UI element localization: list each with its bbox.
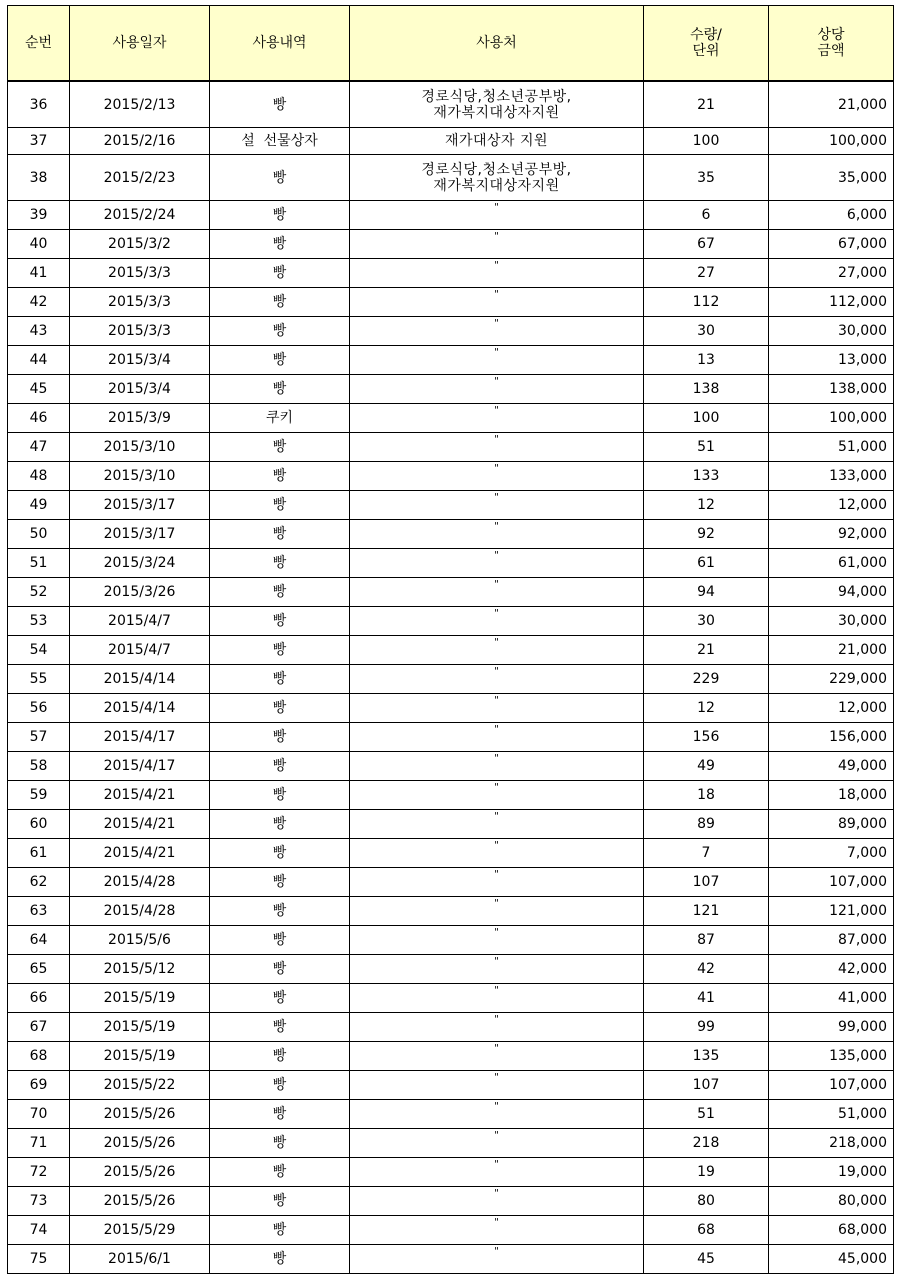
table-row <box>8 259 894 288</box>
cell-no: 55 <box>8 665 70 694</box>
cell-place: " <box>350 1158 644 1187</box>
cell-item: 빵 <box>210 984 350 1013</box>
cell-no: 65 <box>8 955 70 984</box>
cell-qty: 35 <box>644 155 769 201</box>
cell-no: 59 <box>8 781 70 810</box>
cell-place: " <box>350 1216 644 1245</box>
cell-item: 빵 <box>210 694 350 723</box>
cell-item: 빵 <box>210 288 350 317</box>
cell-date: 2015/4/17 <box>70 752 210 781</box>
header-item: 사용내역 <box>210 6 350 82</box>
cell-date: 2015/4/21 <box>70 781 210 810</box>
table-row <box>8 462 894 491</box>
table-row <box>8 723 894 752</box>
cell-amount: 92,000 <box>769 520 894 549</box>
header-amount <box>769 6 894 82</box>
cell-item: 빵 <box>210 926 350 955</box>
header-amount-line1: 상당 <box>817 27 845 43</box>
cell-item: 빵 <box>210 897 350 926</box>
cell-date: 2015/4/7 <box>70 636 210 665</box>
cell-date: 2015/2/24 <box>70 201 210 230</box>
cell-date: 2015/5/6 <box>70 926 210 955</box>
header-no: 순번 <box>8 6 70 82</box>
cell-no: 62 <box>8 868 70 897</box>
cell-date: 2015/3/10 <box>70 433 210 462</box>
cell-qty: 107 <box>644 1071 769 1100</box>
table-row <box>8 955 894 984</box>
cell-date: 2015/3/26 <box>70 578 210 607</box>
cell-date: 2015/4/28 <box>70 897 210 926</box>
cell-no: 53 <box>8 607 70 636</box>
cell-no: 49 <box>8 491 70 520</box>
cell-no: 52 <box>8 578 70 607</box>
table-row <box>8 1158 894 1187</box>
header-qty-line1: 수량/ <box>690 27 722 43</box>
cell-place: 경로식당,청소년공부방, 재가복지대상자지원 <box>350 155 644 201</box>
table-row <box>8 375 894 404</box>
cell-place: " <box>350 868 644 897</box>
cell-amount: 12,000 <box>769 694 894 723</box>
cell-qty: 7 <box>644 839 769 868</box>
cell-date: 2015/5/19 <box>70 1042 210 1071</box>
header-date: 사용일자 <box>70 6 210 82</box>
table-row <box>8 868 894 897</box>
cell-date: 2015/4/14 <box>70 665 210 694</box>
cell-date: 2015/3/17 <box>70 520 210 549</box>
cell-date: 2015/5/26 <box>70 1129 210 1158</box>
table-row <box>8 665 894 694</box>
cell-qty: 107 <box>644 868 769 897</box>
cell-amount: 121,000 <box>769 897 894 926</box>
cell-place: " <box>350 1013 644 1042</box>
table-row <box>8 926 894 955</box>
table-row <box>8 201 894 230</box>
cell-place: " <box>350 752 644 781</box>
cell-place: " <box>350 897 644 926</box>
cell-place: " <box>350 839 644 868</box>
cell-item: 빵 <box>210 1245 350 1274</box>
cell-item: 빵 <box>210 317 350 346</box>
table-row <box>8 404 894 433</box>
cell-qty: 112 <box>644 288 769 317</box>
table-row <box>8 288 894 317</box>
cell-item: 빵 <box>210 549 350 578</box>
cell-no: 68 <box>8 1042 70 1071</box>
cell-place: " <box>350 1245 644 1274</box>
cell-no: 64 <box>8 926 70 955</box>
cell-no: 40 <box>8 230 70 259</box>
table-row <box>8 1187 894 1216</box>
cell-date: 2015/5/19 <box>70 984 210 1013</box>
cell-qty: 218 <box>644 1129 769 1158</box>
table-body <box>8 81 894 1274</box>
cell-date: 2015/4/14 <box>70 694 210 723</box>
cell-qty: 229 <box>644 665 769 694</box>
cell-no: 42 <box>8 288 70 317</box>
cell-date: 2015/3/3 <box>70 259 210 288</box>
cell-place: " <box>350 520 644 549</box>
cell-item: 빵 <box>210 665 350 694</box>
cell-qty: 121 <box>644 897 769 926</box>
cell-qty: 138 <box>644 375 769 404</box>
table-row <box>8 1245 894 1274</box>
cell-no: 61 <box>8 839 70 868</box>
cell-amount: 41,000 <box>769 984 894 1013</box>
cell-item: 빵 <box>210 955 350 984</box>
cell-no: 44 <box>8 346 70 375</box>
cell-date: 2015/5/12 <box>70 955 210 984</box>
cell-amount: 80,000 <box>769 1187 894 1216</box>
cell-amount: 18,000 <box>769 781 894 810</box>
cell-qty: 89 <box>644 810 769 839</box>
cell-qty: 99 <box>644 1013 769 1042</box>
usage-table <box>7 5 894 1274</box>
cell-place: " <box>350 230 644 259</box>
cell-place: " <box>350 288 644 317</box>
cell-place: " <box>350 694 644 723</box>
cell-qty: 13 <box>644 346 769 375</box>
header-place: 사용처 <box>350 6 644 82</box>
cell-item: 빵 <box>210 375 350 404</box>
cell-qty: 51 <box>644 1100 769 1129</box>
cell-no: 75 <box>8 1245 70 1274</box>
cell-place: 경로식당,청소년공부방, 재가복지대상자지원 <box>350 81 644 128</box>
cell-no: 36 <box>8 81 70 128</box>
header-row <box>8 6 894 82</box>
cell-no: 45 <box>8 375 70 404</box>
cell-place: " <box>350 636 644 665</box>
cell-no: 67 <box>8 1013 70 1042</box>
cell-place: " <box>350 607 644 636</box>
cell-date: 2015/4/17 <box>70 723 210 752</box>
cell-qty: 42 <box>644 955 769 984</box>
cell-place: " <box>350 1071 644 1100</box>
table-row <box>8 346 894 375</box>
cell-item: 빵 <box>210 810 350 839</box>
cell-amount: 30,000 <box>769 607 894 636</box>
cell-qty: 100 <box>644 128 769 155</box>
cell-date: 2015/2/13 <box>70 81 210 128</box>
cell-date: 2015/3/2 <box>70 230 210 259</box>
cell-qty: 21 <box>644 81 769 128</box>
cell-qty: 67 <box>644 230 769 259</box>
cell-amount: 30,000 <box>769 317 894 346</box>
cell-amount: 61,000 <box>769 549 894 578</box>
cell-date: 2015/2/23 <box>70 155 210 201</box>
cell-item: 빵 <box>210 1158 350 1187</box>
cell-item: 빵 <box>210 1129 350 1158</box>
cell-place: " <box>350 491 644 520</box>
cell-qty: 61 <box>644 549 769 578</box>
cell-item: 빵 <box>210 491 350 520</box>
cell-place: " <box>350 462 644 491</box>
table-row <box>8 607 894 636</box>
cell-date: 2015/4/7 <box>70 607 210 636</box>
cell-item: 설 선물상자 <box>210 128 350 155</box>
cell-qty: 87 <box>644 926 769 955</box>
cell-date: 2015/5/19 <box>70 1013 210 1042</box>
cell-amount: 87,000 <box>769 926 894 955</box>
cell-qty: 51 <box>644 433 769 462</box>
cell-item: 빵 <box>210 230 350 259</box>
cell-no: 70 <box>8 1100 70 1129</box>
cell-item: 빵 <box>210 462 350 491</box>
table-row <box>8 636 894 665</box>
cell-no: 50 <box>8 520 70 549</box>
cell-no: 71 <box>8 1129 70 1158</box>
cell-amount: 19,000 <box>769 1158 894 1187</box>
cell-amount: 45,000 <box>769 1245 894 1274</box>
cell-place: " <box>350 984 644 1013</box>
cell-date: 2015/5/29 <box>70 1216 210 1245</box>
cell-amount: 67,000 <box>769 230 894 259</box>
cell-amount: 112,000 <box>769 288 894 317</box>
cell-date: 2015/3/24 <box>70 549 210 578</box>
cell-item: 빵 <box>210 578 350 607</box>
cell-no: 72 <box>8 1158 70 1187</box>
cell-amount: 51,000 <box>769 433 894 462</box>
cell-place: " <box>350 433 644 462</box>
cell-qty: 45 <box>644 1245 769 1274</box>
cell-qty: 27 <box>644 259 769 288</box>
cell-amount: 35,000 <box>769 155 894 201</box>
cell-item: 빵 <box>210 520 350 549</box>
cell-date: 2015/3/4 <box>70 346 210 375</box>
table-row <box>8 781 894 810</box>
cell-amount: 6,000 <box>769 201 894 230</box>
cell-qty: 6 <box>644 201 769 230</box>
cell-amount: 133,000 <box>769 462 894 491</box>
cell-qty: 156 <box>644 723 769 752</box>
cell-qty: 135 <box>644 1042 769 1071</box>
cell-no: 41 <box>8 259 70 288</box>
cell-amount: 21,000 <box>769 81 894 128</box>
cell-qty: 68 <box>644 1216 769 1245</box>
cell-amount: 7,000 <box>769 839 894 868</box>
cell-item: 빵 <box>210 636 350 665</box>
cell-qty: 21 <box>644 636 769 665</box>
cell-date: 2015/3/3 <box>70 288 210 317</box>
cell-item: 빵 <box>210 1013 350 1042</box>
table-row <box>8 81 894 128</box>
table-row <box>8 230 894 259</box>
cell-amount: 100,000 <box>769 128 894 155</box>
cell-item: 빵 <box>210 607 350 636</box>
table-row <box>8 839 894 868</box>
cell-item: 빵 <box>210 1187 350 1216</box>
cell-item: 빵 <box>210 1216 350 1245</box>
cell-item: 빵 <box>210 155 350 201</box>
table-row <box>8 578 894 607</box>
cell-no: 57 <box>8 723 70 752</box>
cell-no: 39 <box>8 201 70 230</box>
cell-place: " <box>350 1042 644 1071</box>
cell-place: " <box>350 578 644 607</box>
cell-qty: 41 <box>644 984 769 1013</box>
cell-place: " <box>350 781 644 810</box>
cell-amount: 68,000 <box>769 1216 894 1245</box>
cell-amount: 100,000 <box>769 404 894 433</box>
cell-amount: 229,000 <box>769 665 894 694</box>
table-row <box>8 491 894 520</box>
cell-no: 51 <box>8 549 70 578</box>
cell-item: 빵 <box>210 781 350 810</box>
cell-qty: 12 <box>644 491 769 520</box>
cell-place: " <box>350 259 644 288</box>
cell-item: 빵 <box>210 1042 350 1071</box>
cell-place: " <box>350 404 644 433</box>
cell-no: 74 <box>8 1216 70 1245</box>
table-row <box>8 317 894 346</box>
cell-item: 빵 <box>210 1100 350 1129</box>
cell-date: 2015/6/1 <box>70 1245 210 1274</box>
cell-item: 빵 <box>210 1071 350 1100</box>
cell-no: 63 <box>8 897 70 926</box>
cell-amount: 13,000 <box>769 346 894 375</box>
cell-amount: 21,000 <box>769 636 894 665</box>
cell-place: " <box>350 665 644 694</box>
cell-qty: 94 <box>644 578 769 607</box>
cell-date: 2015/3/3 <box>70 317 210 346</box>
cell-qty: 49 <box>644 752 769 781</box>
cell-no: 43 <box>8 317 70 346</box>
cell-amount: 51,000 <box>769 1100 894 1129</box>
header-qty-line2: 단위 <box>692 43 720 59</box>
cell-place: " <box>350 926 644 955</box>
cell-date: 2015/3/4 <box>70 375 210 404</box>
table-row <box>8 128 894 155</box>
cell-amount: 107,000 <box>769 868 894 897</box>
cell-date: 2015/2/16 <box>70 128 210 155</box>
cell-item: 빵 <box>210 201 350 230</box>
cell-place: " <box>350 549 644 578</box>
cell-place: " <box>350 375 644 404</box>
table-row <box>8 752 894 781</box>
cell-item: 빵 <box>210 839 350 868</box>
cell-date: 2015/3/9 <box>70 404 210 433</box>
cell-amount: 135,000 <box>769 1042 894 1071</box>
table-row <box>8 694 894 723</box>
table-row <box>8 1129 894 1158</box>
cell-qty: 80 <box>644 1187 769 1216</box>
header-qty <box>644 6 769 82</box>
cell-qty: 100 <box>644 404 769 433</box>
table-row <box>8 897 894 926</box>
cell-item: 빵 <box>210 259 350 288</box>
cell-no: 69 <box>8 1071 70 1100</box>
cell-item: 빵 <box>210 723 350 752</box>
cell-qty: 12 <box>644 694 769 723</box>
cell-amount: 42,000 <box>769 955 894 984</box>
cell-place: " <box>350 955 644 984</box>
cell-no: 48 <box>8 462 70 491</box>
cell-place: " <box>350 723 644 752</box>
cell-place: " <box>350 1129 644 1158</box>
cell-place: " <box>350 317 644 346</box>
cell-place: " <box>350 346 644 375</box>
table-row <box>8 549 894 578</box>
cell-date: 2015/4/21 <box>70 810 210 839</box>
cell-qty: 30 <box>644 317 769 346</box>
cell-no: 56 <box>8 694 70 723</box>
cell-amount: 12,000 <box>769 491 894 520</box>
table-row <box>8 520 894 549</box>
cell-date: 2015/5/26 <box>70 1158 210 1187</box>
cell-no: 73 <box>8 1187 70 1216</box>
cell-no: 66 <box>8 984 70 1013</box>
cell-qty: 30 <box>644 607 769 636</box>
cell-no: 58 <box>8 752 70 781</box>
cell-amount: 27,000 <box>769 259 894 288</box>
cell-no: 46 <box>8 404 70 433</box>
cell-qty: 92 <box>644 520 769 549</box>
cell-amount: 94,000 <box>769 578 894 607</box>
cell-amount: 138,000 <box>769 375 894 404</box>
table-row <box>8 810 894 839</box>
table-row <box>8 1216 894 1245</box>
cell-no: 47 <box>8 433 70 462</box>
cell-qty: 18 <box>644 781 769 810</box>
cell-date: 2015/5/22 <box>70 1071 210 1100</box>
header-amount-line2: 금액 <box>817 43 845 59</box>
cell-amount: 218,000 <box>769 1129 894 1158</box>
cell-no: 60 <box>8 810 70 839</box>
cell-no: 38 <box>8 155 70 201</box>
table-row <box>8 1100 894 1129</box>
table-row <box>8 433 894 462</box>
cell-qty: 19 <box>644 1158 769 1187</box>
cell-no: 37 <box>8 128 70 155</box>
cell-item: 빵 <box>210 81 350 128</box>
table-row <box>8 1013 894 1042</box>
cell-qty: 133 <box>644 462 769 491</box>
cell-item: 빵 <box>210 868 350 897</box>
cell-date: 2015/3/17 <box>70 491 210 520</box>
cell-amount: 89,000 <box>769 810 894 839</box>
cell-place: " <box>350 1100 644 1129</box>
cell-place: " <box>350 1187 644 1216</box>
cell-amount: 49,000 <box>769 752 894 781</box>
cell-place: " <box>350 810 644 839</box>
table-header <box>8 6 894 82</box>
cell-date: 2015/5/26 <box>70 1100 210 1129</box>
cell-amount: 156,000 <box>769 723 894 752</box>
table-row <box>8 155 894 201</box>
cell-amount: 107,000 <box>769 1071 894 1100</box>
cell-date: 2015/4/28 <box>70 868 210 897</box>
cell-place: " <box>350 201 644 230</box>
cell-no: 54 <box>8 636 70 665</box>
cell-item: 빵 <box>210 752 350 781</box>
cell-date: 2015/3/10 <box>70 462 210 491</box>
table-row <box>8 1071 894 1100</box>
cell-item: 빵 <box>210 346 350 375</box>
table-row <box>8 1042 894 1071</box>
cell-place: 재가대상자 지원 <box>350 128 644 155</box>
cell-item: 빵 <box>210 433 350 462</box>
cell-amount: 99,000 <box>769 1013 894 1042</box>
cell-date: 2015/4/21 <box>70 839 210 868</box>
cell-item: 쿠키 <box>210 404 350 433</box>
cell-date: 2015/5/26 <box>70 1187 210 1216</box>
table-row <box>8 984 894 1013</box>
